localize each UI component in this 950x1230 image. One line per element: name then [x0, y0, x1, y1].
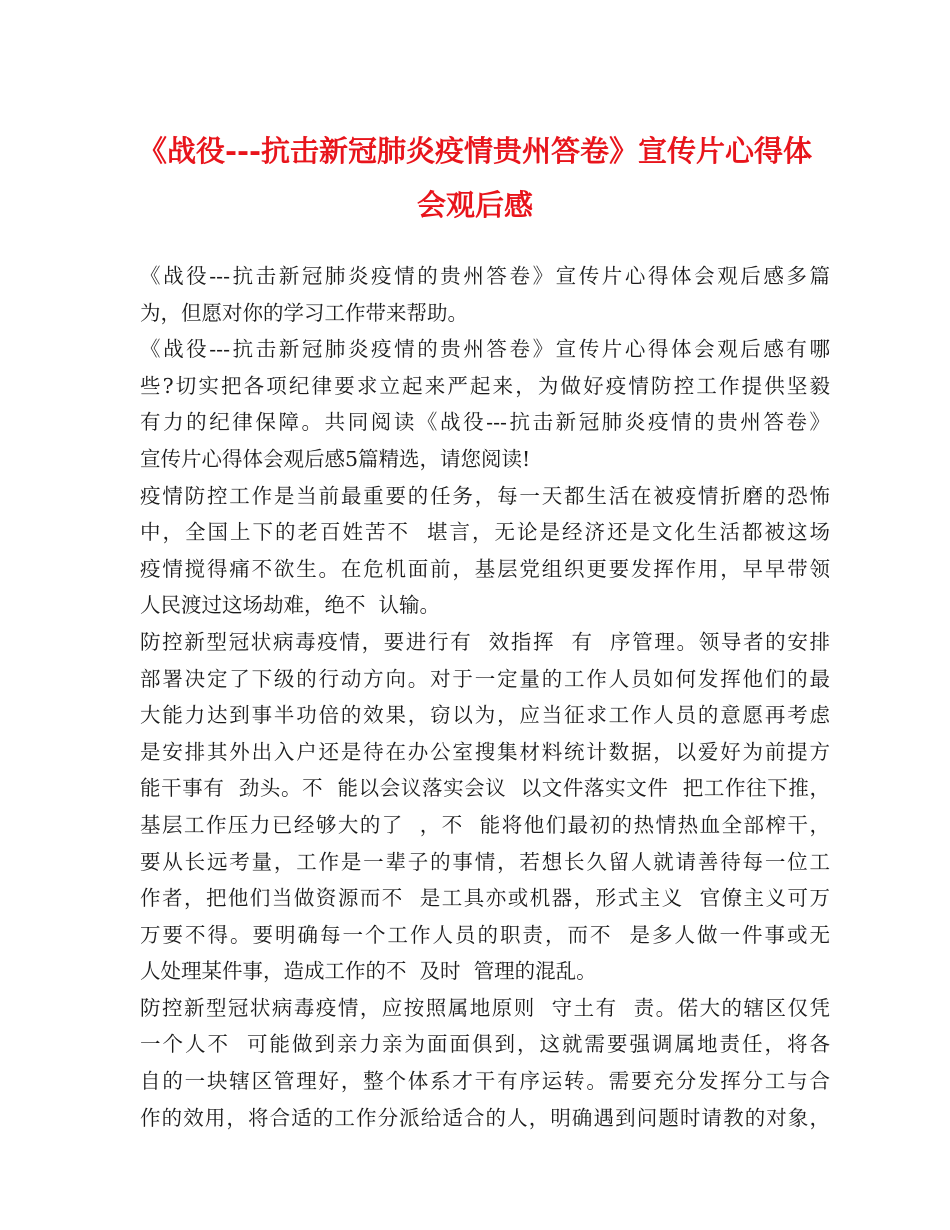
- text-line: 中，全国上下的老百姓苦不 堪言，无论是经济还是文化生活都被这场: [140, 520, 830, 545]
- text-line: 些?切实把各项纪律要求立起来严起来，为做好疫情防控工作提供坚毅: [140, 373, 830, 398]
- text-line: 宣传片心得体会观后感5篇精选，请您阅读!: [140, 446, 531, 471]
- text-line: 《战役---抗击新冠肺炎疫情的贵州答卷》宣传片心得体会观后感有哪: [140, 337, 830, 362]
- paragraph: [140, 624, 830, 990]
- document-body: [140, 258, 830, 1136]
- text-line: 能干事有 劲头。不 能以会议落实会议 以文件落实文件 把工作往下推，: [140, 776, 830, 801]
- text-line: 作的效用，将合适的工作分派给适合的人，明确遇到问题时请教的对象，: [140, 1105, 830, 1130]
- text-line: 要从长远考量，工作是一辈子的事情，若想长久留人就请善待每一位工: [140, 849, 830, 874]
- paragraph: [140, 990, 830, 1136]
- text-line: 人民渡过这场劫难，绝不 认输。: [140, 593, 441, 618]
- text-line: 防控新型冠状病毒疫情，应按照属地原则 守土有 责。偌大的辖区仅凭: [140, 995, 830, 1020]
- title-line: 《战役---抗击新冠肺炎疫情贵州答卷》宣传片心得体: [137, 134, 813, 168]
- document-title: [120, 124, 830, 232]
- text-line: 《战役---抗击新冠肺炎疫情的贵州答卷》宣传片心得体会观后感多篇: [140, 264, 830, 288]
- paragraph: [140, 478, 830, 624]
- text-line: 部署决定了下级的行动方向。对于一定量的工作人员如何发挥他们的最: [140, 666, 830, 691]
- text-line: 防控新型冠状病毒疫情，要进行有 效指挥 有 序管理。领导者的安排: [140, 629, 830, 654]
- text-line: 基层工作压力已经够大的了 ，不 能将他们最初的热情热血全部榨干，: [140, 812, 830, 837]
- paragraph: [140, 331, 830, 477]
- text-line: 有力的纪律保障。共同阅读《战役---抗击新冠肺炎疫情的贵州答卷》: [140, 410, 830, 435]
- text-line: 疫情防控工作是当前最重要的任务，每一天都生活在被疫情折磨的恐怖: [140, 483, 830, 508]
- text-line: 自的一块辖区管理好，整个体系才干有序运转。需要充分发挥分工与合: [140, 1069, 830, 1094]
- text-line: 大能力达到事半功倍的效果，窃以为，应当征求工作人员的意愿再考虑: [140, 703, 830, 728]
- text-line: 作者，把他们当做资源而不 是工具亦或机器，形式主义 官僚主义可万: [140, 886, 830, 911]
- text-line: 人处理某件事，造成工作的不 及时 管理的混乱。: [140, 959, 597, 984]
- text-line: 是安排其外出入户还是待在办公室搜集材料统计数据，以爱好为前提方: [140, 739, 830, 764]
- title-line: 会观后感: [416, 188, 533, 222]
- text-line: 疫情搅得痛不欲生。在危机面前，基层党组织更要发挥作用，早早带领: [140, 556, 830, 581]
- text-line: 一个人不 可能做到亲力亲为面面俱到，这就需要强调属地责任，将各: [140, 1032, 830, 1057]
- text-line: 为，但愿对你的学习工作带来帮助。: [140, 300, 468, 325]
- text-line: 万要不得。要明确每一个工作人员的职责，而不 是多人做一件事或无: [140, 922, 830, 947]
- paragraph: [140, 258, 830, 331]
